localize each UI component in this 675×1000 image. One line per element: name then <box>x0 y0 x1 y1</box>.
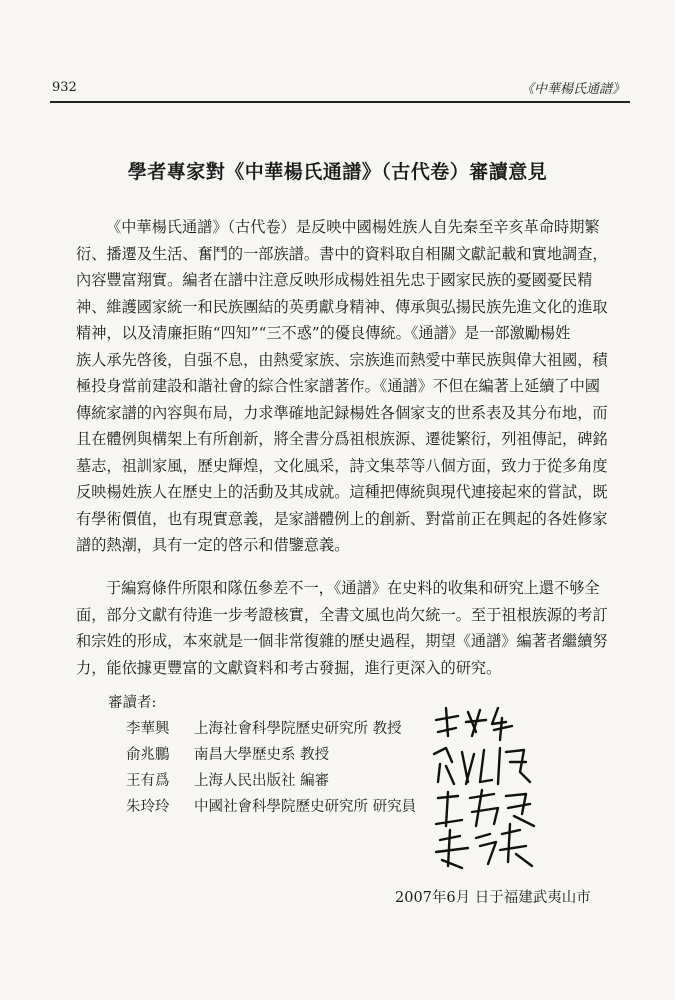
page-title: 學者專家對《中華楊氏通譜》（古代卷）審讀意見 <box>127 161 548 183</box>
paragraph-line: 《中華楊氏通譜》（古代卷）是反映中國楊姓族人自先秦至辛亥革命時期繁 <box>106 218 600 236</box>
reviewer-row <box>126 716 416 742</box>
paragraph-line: 和宗姓的形成，本來就是一個非常復雜的歷史過程，期望《通譜》編著者繼續努 <box>76 632 608 650</box>
paragraph-line: 內容豐富翔實。編者在譜中注意反映形成楊姓祖先忠于國家民族的憂國憂民精 <box>76 271 593 289</box>
date-place: 2007年6月 日于福建武夷山市 <box>395 890 591 906</box>
reviewer-affiliation: 上海人民出版社 編審 <box>194 773 330 789</box>
reviewer-row <box>126 742 416 768</box>
paragraph-line: 譜的熱潮，具有一定的啓示和借鑒意義。 <box>76 536 350 554</box>
reviewer-name: 朱玲玲 <box>126 799 170 815</box>
paragraph-line: 神、維護國家統一和民族團結的英勇獻身精神、傳承與弘揚民族先進文化的進取 <box>76 297 608 316</box>
reviewer-name: 李華興 <box>126 721 170 737</box>
paragraph-line: 精神，以及清廉拒賄“四知”“三不惑”的優良傳統。《通譜》是一部激勵楊姓 <box>76 324 571 342</box>
paragraph-line: 墓志，祖訓家風，歷史輝煌，文化風采，詩文集萃等八個方面，致力于從多角度 <box>76 456 608 475</box>
paragraph-line: 有學術價值，也有現實意義，是家譜體例上的創新、對當前正在興起的各姓修家 <box>76 509 608 528</box>
reviewer-name: 俞兆鵬 <box>126 747 170 763</box>
reviewer-affiliation: 南昌大學歷史系 教授 <box>194 747 330 763</box>
paragraph-line: 于編寫條件所限和隊伍參差不一，《通譜》在史料的收集和研究上還不够全 <box>106 579 600 597</box>
signature-scribbles <box>428 702 558 872</box>
paragraph-line: 面，部分文獻有待進一步考證核實，全書文風也尚欠統一。至于祖根族源的考訂 <box>76 605 608 624</box>
reviewer-affiliation: 中國社會科學院歷史研究所 研究員 <box>194 799 417 815</box>
paragraph-line: 力，能依據更豐富的文獻資料和考古發掘，進行更深入的研究。 <box>76 658 502 677</box>
header-rule <box>50 101 630 103</box>
reviewers-label: 審讀者: <box>108 695 157 711</box>
running-title: 《中華楊氏通譜》 <box>520 82 625 97</box>
page-number: 932 <box>52 80 77 95</box>
paragraph-line: 衍、播遷及生活、奮鬥的一部族譜。書中的資料取自相關文獻記載和實地調查， <box>76 244 608 263</box>
reviewer-row <box>126 794 416 820</box>
paragraph-line: 且在體例與構架上有所創新，將全書分爲祖根族源、遷徙繁衍，列祖傳記，碑銘 <box>76 430 608 448</box>
reviewers-block <box>108 690 416 820</box>
reviewer-name: 王有爲 <box>126 773 170 789</box>
paragraph-1 <box>76 214 619 559</box>
reviewer-affiliation: 上海社會科學院歷史研究所 教授 <box>194 721 402 737</box>
paragraph-line: 傳統家譜的內容與布局，力求準確地記録楊姓各個家支的世系表及其分布地，而 <box>76 403 608 422</box>
paragraph-line: 反映楊姓族人在歷史上的活動及其成就。這種把傳統與現代連接起來的嘗試，既 <box>76 483 608 501</box>
handwritten-signatures <box>428 702 558 872</box>
paragraph-2 <box>76 575 619 681</box>
paragraph-line: 極投身當前建設和諧社會的綜合性家譜著作。《通譜》不但在編著上延續了中國 <box>76 377 600 395</box>
reviewer-row <box>126 768 416 794</box>
paragraph-line: 族人承先啓後，自强不息，由熱愛家族、宗族進而熱愛中華民族與偉大祖國，積 <box>76 350 608 369</box>
